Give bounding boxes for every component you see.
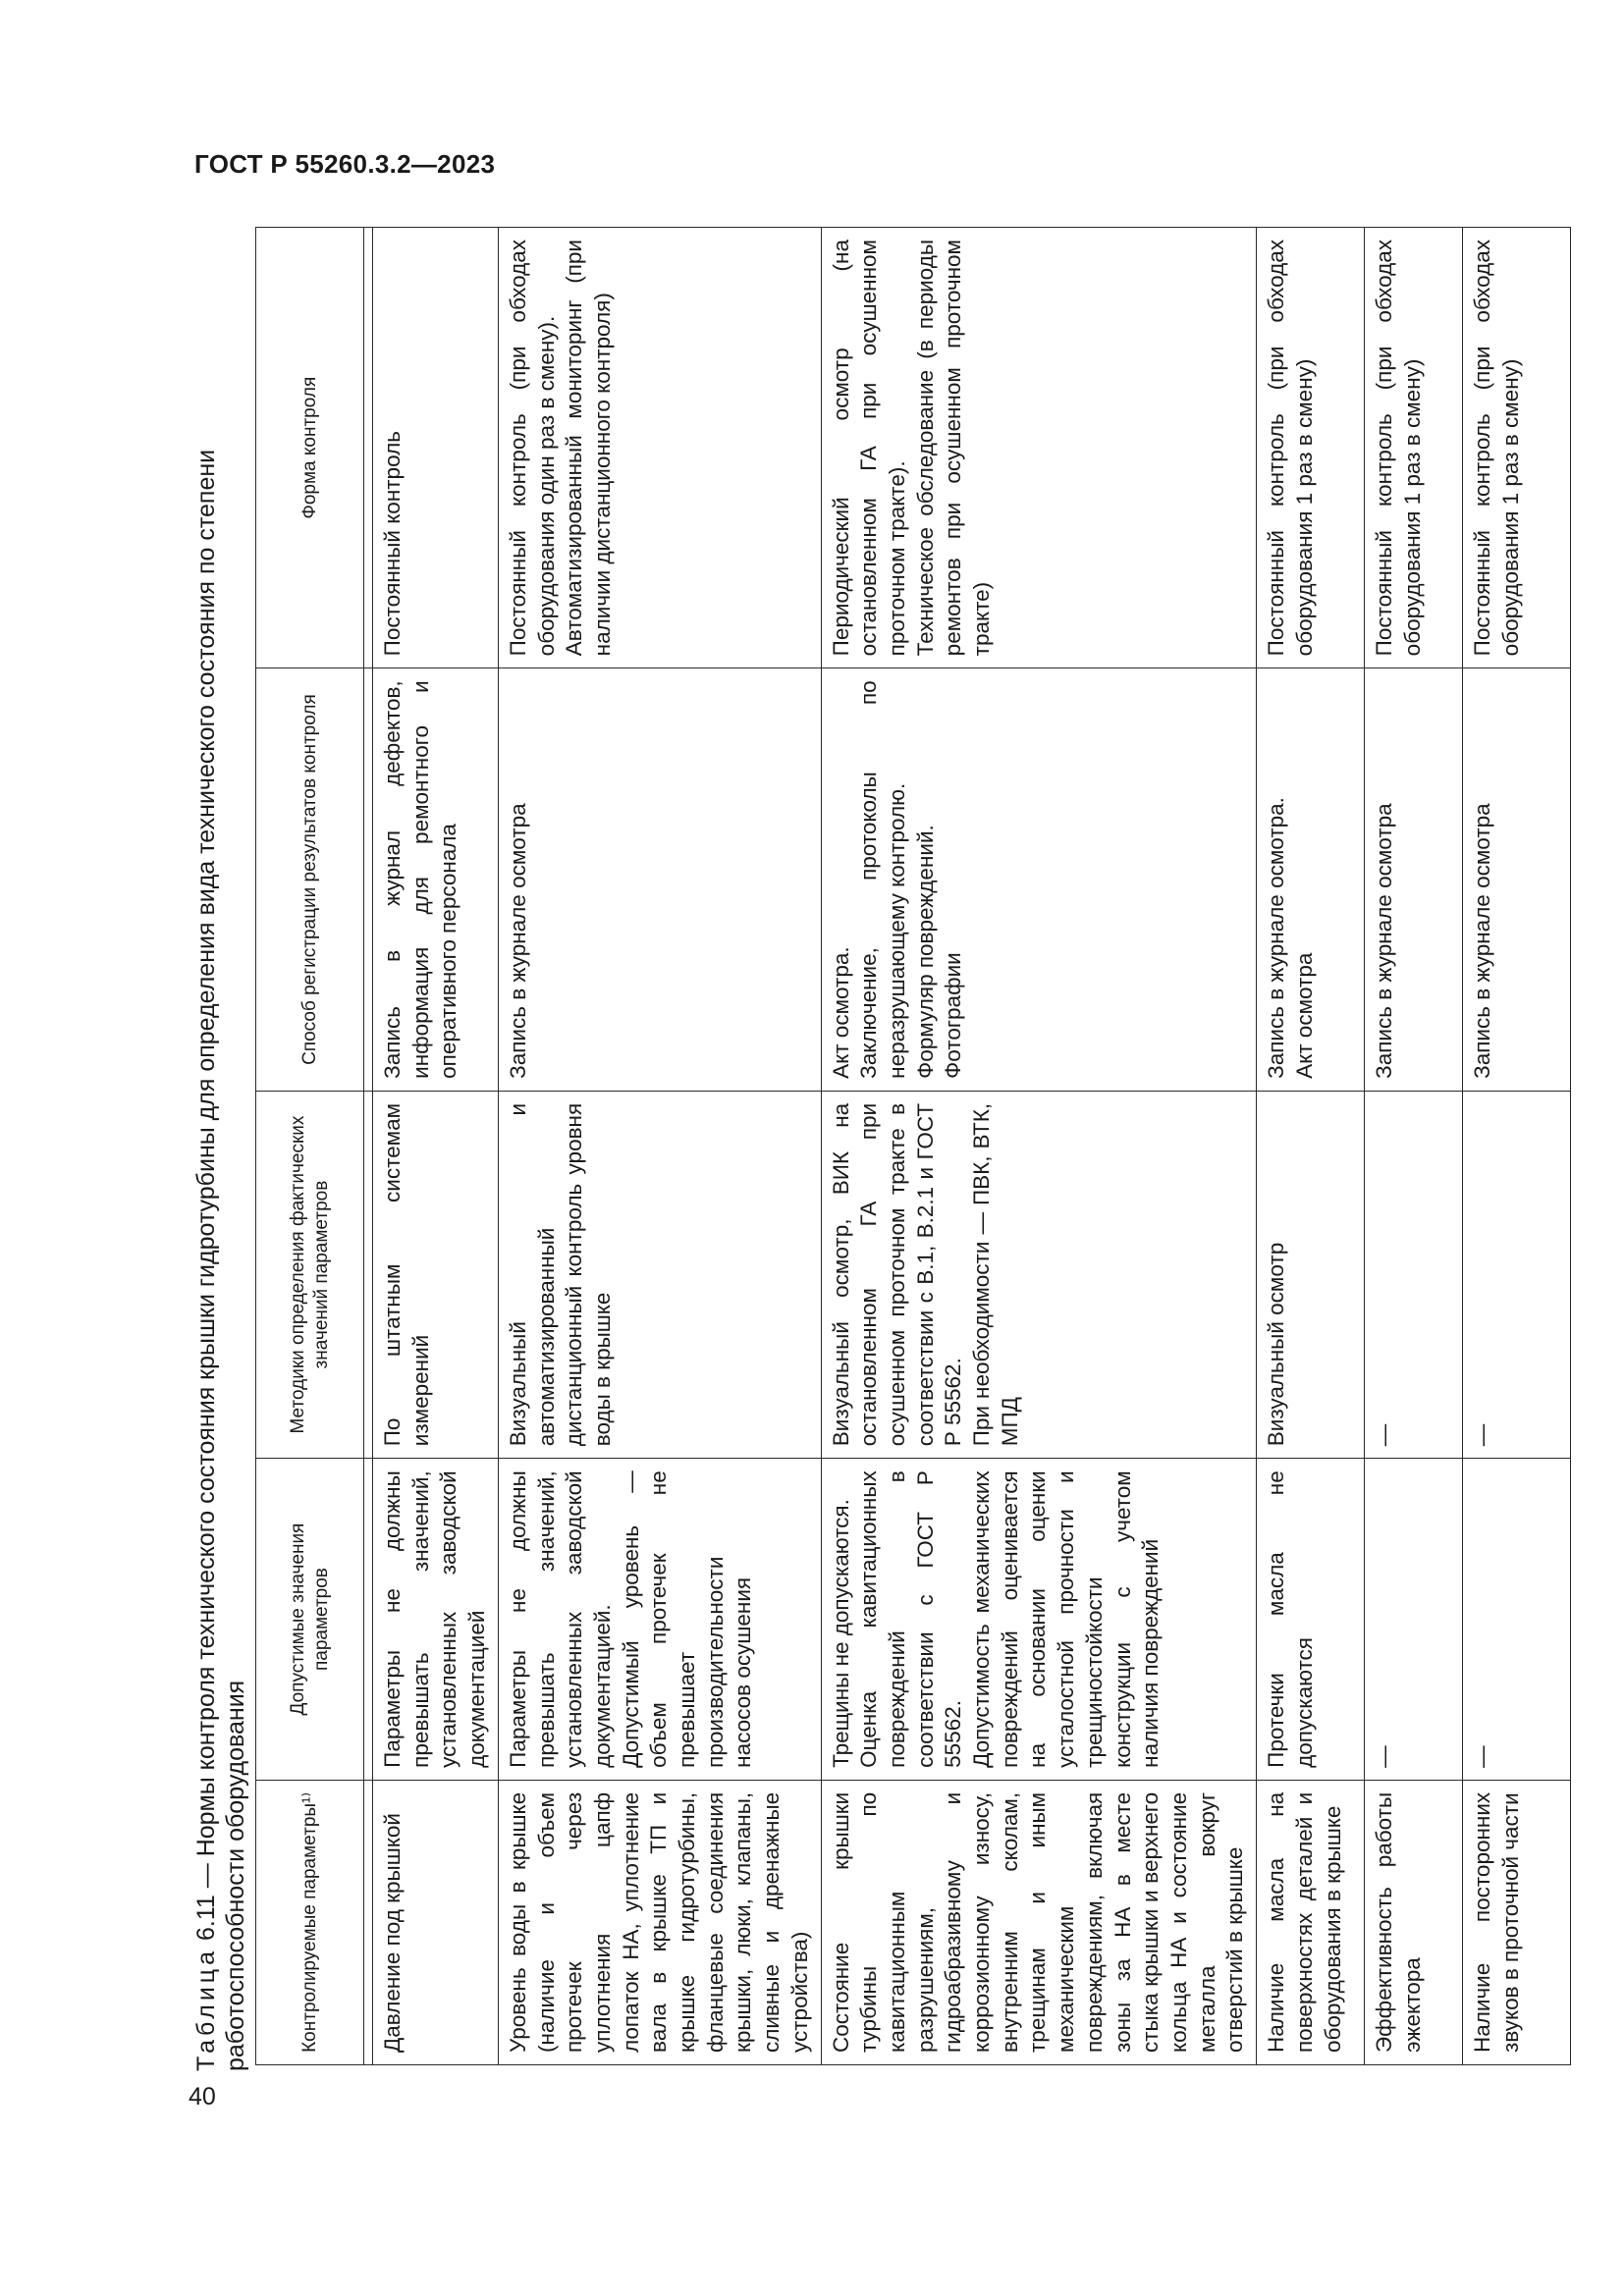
column-header: Контролируемые параметры¹⁾: [256, 1780, 364, 2064]
table-caption: [191, 236, 250, 2071]
table-caption-label: Таблица: [192, 1947, 220, 2071]
table-row: [1463, 228, 1571, 2065]
page-number: 40: [189, 2083, 216, 2110]
cell-form: Периодический осмотр (на остановленном ГА при осушенном проточном тракте). Техническое обследование (в периоды ремонтов при осушенном проточном тракте): [821, 228, 1257, 668]
document-header: ГОСТ Р 55260.3.2—2023: [194, 149, 496, 179]
table-header-spacer: [364, 228, 373, 2065]
cell-allowed: Параметры не должны превышать значений, установленных заводской документацией. Допустимый уровень — объем протечек не превышает производительности насосов осушения: [498, 1459, 821, 1781]
cell-allowed: —: [1463, 1459, 1571, 1781]
cell-registration: Акт осмотра. Заключение, протоколы по неразрушающему контролю. Формуляр повреждений. Фотографии: [821, 668, 1257, 1092]
cell-parameter: Эффективность работы эжектора: [1365, 1780, 1463, 2064]
table-caption-text: — Нормы контроля технического состояния крышки гидротурбины для определения вида технического состояния по степени работоспособности оборудования: [192, 449, 249, 2071]
cell-parameter: Состояние крышки турбины по кавитационным разрушениям, гидроабразивному и коррозионному износу, внутренним сколам, трещинам и иным механическим повреждениям, включая зоны за НА в месте стыка крышки и верхнего кольца НА и состояние металла вокруг отверстий в крышке: [821, 1780, 1257, 2064]
cell-allowed: Параметры не должны превышать значений, установленных заводской документацией: [373, 1459, 499, 1781]
cell-form: Постоянный контроль (при обходах оборудования один раз в смену). Автоматизированный мониторинг (при наличии дистанционного контроля): [498, 228, 821, 668]
column-header: Методики определения фактических значений параметров: [256, 1091, 364, 1458]
cell-registration: Запись в журнале осмотра: [1365, 668, 1463, 1092]
cell-form: Постоянный контроль: [373, 228, 499, 668]
cell-method: По штатным системам измерений: [373, 1091, 499, 1458]
rotated-table-region: [191, 226, 1523, 2071]
cell-method: Визуальный и автоматизированный дистанционный контроль уровня воды в крышке: [498, 1091, 821, 1458]
cell-form: Постоянный контроль (при обходах оборудования 1 раз в смену): [1257, 228, 1365, 668]
cell-registration: Запись в журнал дефектов, информация для ремонтного и оперативного персонала: [373, 668, 499, 1092]
cell-method: —: [1365, 1091, 1463, 1458]
table-row: [498, 228, 821, 2065]
cell-allowed: —: [1365, 1459, 1463, 1781]
cell-method: Визуальный осмотр, ВИК на остановленном ГА при осушенном проточном тракте в соответствии с В.1, В.2.1 и ГОСТ Р 55562. При необходимости — ПВК, ВТК, МПД: [821, 1091, 1257, 1458]
cell-allowed: Трещины не допускаются. Оценка кавитационных повреждений в соответствии с ГОСТ Р 55562. Допустимость механических повреждений оценивается на основании оценки усталостной прочности и трещиностойкости конструкции с учетом наличия повреждений: [821, 1459, 1257, 1781]
column-header: Способ регистрации результатов контроля: [256, 668, 364, 1092]
cell-allowed: Протечки масла не допускаются: [1257, 1459, 1365, 1781]
column-header: Допустимые значения параметров: [256, 1459, 364, 1781]
cell-registration: Запись в журнале осмотра: [1463, 668, 1571, 1092]
table-row: [821, 228, 1257, 2065]
cell-parameter: Наличие посторонних звуков в проточной части: [1463, 1780, 1571, 2064]
cell-form: Постоянный контроль (при обходах оборудования 1 раз в смену): [1463, 228, 1571, 668]
cell-method: Визуальный осмотр: [1257, 1091, 1365, 1458]
table-row: [1365, 228, 1463, 2065]
cell-parameter: Уровень воды в крышке (наличие и объем протечек через уплотнения цапф лопаток НА, уплотнение вала в крышке ТП и крышке гидротурбины, фланцевые соединения крышки, люки, клапаны, сливные и дренажные устройства): [498, 1780, 821, 2064]
norms-table: [255, 227, 1571, 2065]
table-header-row: [256, 228, 364, 2065]
cell-parameter: Давление под крышкой: [373, 1780, 499, 2064]
table-row: [1257, 228, 1365, 2065]
table-caption-number: 6.11: [192, 1895, 220, 1942]
cell-form: Постоянный контроль (при обходах оборудования 1 раз в смену): [1365, 228, 1463, 668]
column-header: Форма контроля: [256, 228, 364, 668]
table-row: [373, 228, 499, 2065]
cell-registration: Запись в журнале осмотра. Акт осмотра: [1257, 668, 1365, 1092]
cell-registration: Запись в журнале осмотра: [498, 668, 821, 1092]
cell-method: —: [1463, 1091, 1571, 1458]
cell-parameter: Наличие масла на поверхностях деталей и оборудования в крышке: [1257, 1780, 1365, 2064]
